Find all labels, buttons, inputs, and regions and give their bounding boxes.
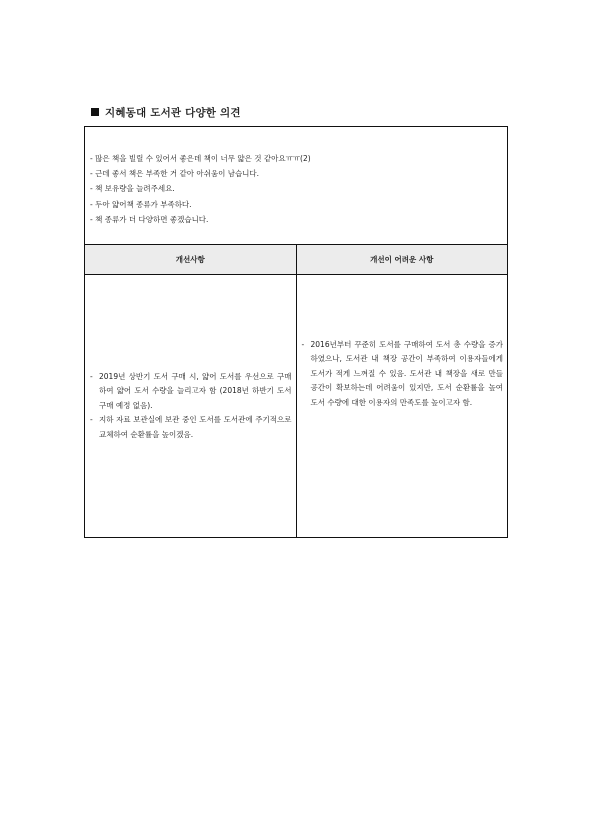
difficult-cell bbox=[297, 275, 508, 537]
header-improvements: 개선사항 bbox=[85, 245, 297, 274]
opinion-item: - 많은 책을 빌릴 수 있어서 좋은데 책이 너무 얇은 것 같아요ㅠㅠ(2) bbox=[90, 154, 311, 163]
opinion-item: - 근데 좋서 책은 부족한 거 같아 아쉬움이 남습니다. bbox=[90, 169, 260, 179]
opinion-table bbox=[84, 126, 508, 538]
difficult-item: - 2016년부터 꾸준히 도서를 구매하여 도서 총 수량을 증가하였으나, 도서관 내 책장 공간이 부족하여 이용자들에게 도서가 적게 느껴질 수 있음. 도서관 내 책장을 새로 만들 공간이 확보하는데 어려움이 있지만, 도서 순환률을 높여 도서 수량에 대한 이용자의 만족도를 높이고자 함. bbox=[301, 339, 503, 407]
improvement-item: - 2019년 상반기 도서 구매 시, 얇어 도서를 우선으로 구매하여 얇어 도서 수량을 늘리고자 함 (2018년 하반기 도서 구매 예정 없음). bbox=[90, 371, 292, 410]
opinions-list bbox=[85, 127, 507, 245]
section-title-text: 지혜동대 도서관 다양한 의견 bbox=[105, 107, 241, 119]
square-bullet-icon bbox=[91, 108, 99, 116]
improvements-cell bbox=[85, 275, 297, 537]
opinion-item: - 두아 얇어책 종류가 부족하다. bbox=[90, 199, 192, 209]
table-body bbox=[85, 275, 507, 537]
improvement-item: - 지하 자료 보관실에 보관 중인 도서를 도서관에 주기적으로 교체하여 순환률을 높이겠음. bbox=[90, 415, 292, 439]
table-header bbox=[85, 245, 507, 275]
header-difficult: 개선이 어려운 사항 bbox=[370, 255, 434, 264]
opinion-item: - 책 종류가 더 다양하면 좋겠습니다. bbox=[90, 214, 209, 224]
opinion-item: - 책 보유량을 늘려주세요. bbox=[90, 184, 175, 194]
section-title bbox=[91, 105, 241, 120]
